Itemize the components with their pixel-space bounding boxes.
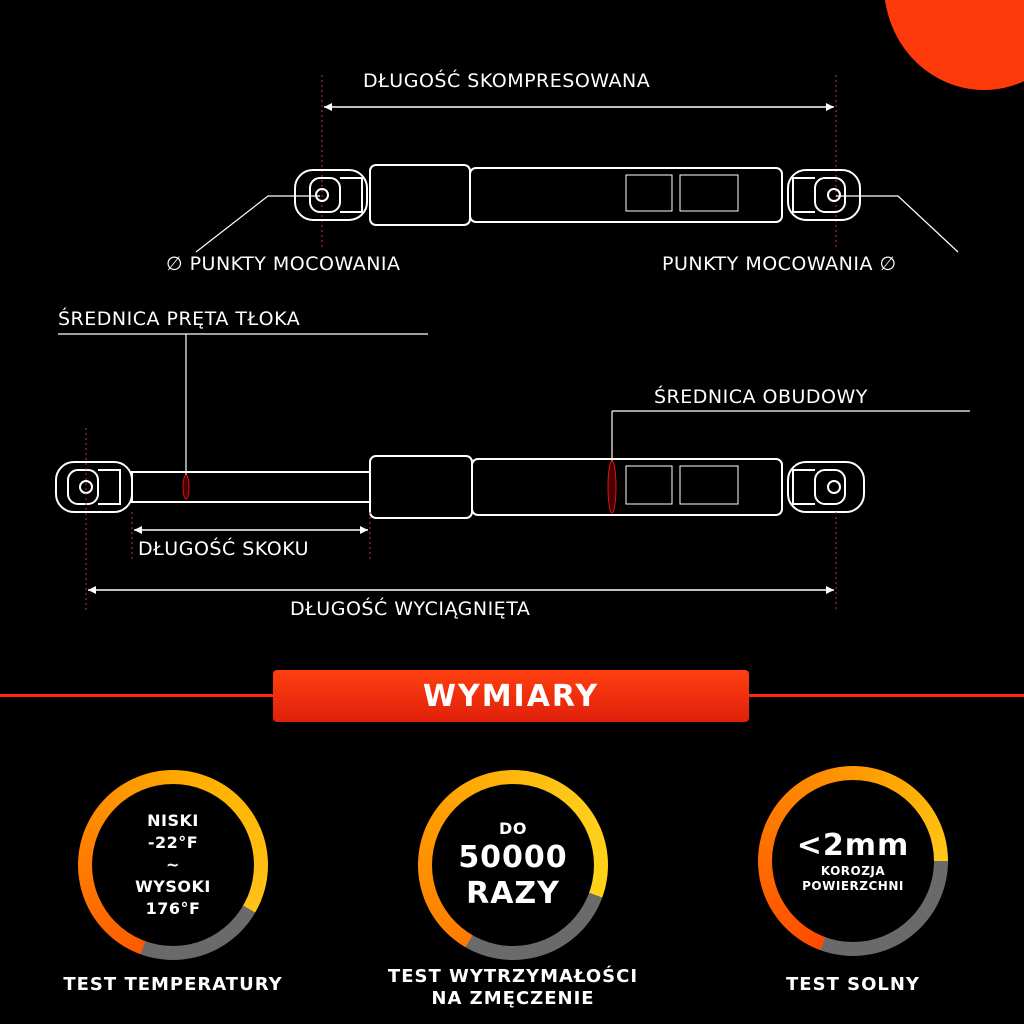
- temperature-badge: [78, 770, 268, 960]
- strut-extended: [56, 456, 864, 518]
- corrosion-label-1: KOROZJA: [820, 864, 886, 878]
- temperature-test-caption: TEST TEMPERATURY: [63, 974, 283, 995]
- mount-points-left-label: ∅ PUNKTY MOCOWANIA: [166, 253, 401, 275]
- fatigue-prefix: DO: [499, 819, 527, 838]
- mount-leader-right: [836, 196, 958, 252]
- temp-low-label: NISKI: [147, 811, 199, 830]
- mount-points-right-label: PUNKTY MOCOWANIA ∅: [662, 253, 897, 275]
- fatigue-test-caption-1: TEST WYTRZYMAŁOŚCI: [387, 966, 639, 987]
- compressed-length-label: DŁUGOŚĆ SKOMPRESOWANA: [363, 70, 651, 92]
- rod-diameter-label: ŚREDNICA PRĘTA TŁOKA: [58, 308, 301, 330]
- corrosion-label-2: POWIERZCHNI: [802, 879, 904, 893]
- temp-high-label: WYSOKI: [135, 877, 211, 896]
- cylinder-sleeve: [370, 165, 470, 225]
- temp-separator: ~: [166, 855, 180, 874]
- extended-length-label: DŁUGOŚĆ WYCIĄGNIĘTA: [290, 598, 531, 620]
- corrosion-value: <2mm: [796, 828, 910, 863]
- warning-label: [626, 175, 672, 211]
- fatigue-count: 50000: [458, 840, 568, 875]
- temp-low-value: -22°F: [147, 833, 199, 852]
- fatigue-unit: RAZY: [466, 876, 560, 911]
- piston-rod: [132, 472, 370, 502]
- salt-test-badge: [758, 766, 948, 956]
- body-diameter-label: ŚREDNICA OBUDOWY: [654, 386, 868, 408]
- stroke-length-label: DŁUGOŚĆ SKOKU: [138, 538, 310, 560]
- salt-test-caption: TEST SOLNY: [786, 974, 920, 995]
- fatigue-badge: [418, 770, 608, 960]
- section-banner: WYMIARY: [273, 670, 749, 722]
- temp-high-value: 176°F: [145, 899, 201, 918]
- mount-leader-left: [196, 196, 320, 252]
- fatigue-test-caption-2: NA ZMĘCZENIE: [431, 988, 595, 1009]
- strut-compressed: [295, 165, 860, 225]
